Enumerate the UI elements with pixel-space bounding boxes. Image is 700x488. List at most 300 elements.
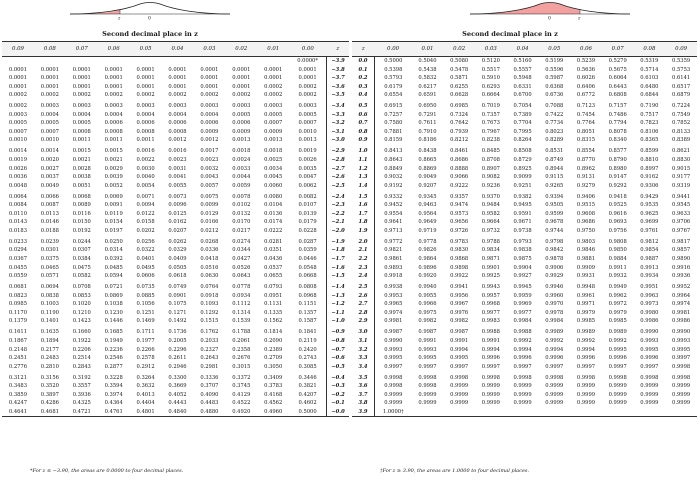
right-area-cell: 0.9382 — [513, 193, 532, 200]
right-area-cell: 0.7054 — [513, 103, 532, 110]
right-area-cell — [665, 408, 697, 417]
right-z-value: 0.9 — [352, 136, 375, 145]
right-z-value: 0.2 — [352, 74, 375, 83]
left-area-cell: 0.0694 — [40, 284, 59, 291]
right-area-cell: 0.9015 — [672, 165, 691, 172]
left-area-cell: 0.4960 — [257, 408, 289, 417]
right-area-cell: 0.9406 — [576, 193, 596, 200]
left-area-cell: 0.0256 — [136, 238, 155, 245]
left-area-cell: 0.0001 — [168, 75, 187, 82]
left-area-cell: 0.0262 — [168, 238, 187, 245]
left-area-cell: 0.3372 — [232, 374, 251, 381]
right-area-cell: 0.9986 — [640, 318, 659, 325]
left-area-cell: 0.2877 — [104, 363, 123, 370]
right-area-cell: 0.6141 — [672, 75, 691, 82]
right-area-cell: 0.9706 — [672, 219, 691, 226]
right-area-cell: 0.5832 — [418, 75, 437, 82]
left-area-cell: 0.1314 — [232, 309, 251, 316]
left-area-cell: 0.2981 — [200, 363, 219, 370]
left-area-cell: 0.2358 — [232, 346, 251, 353]
right-area-cell: 0.9066 — [450, 174, 469, 181]
right-area-cell: 0.7642 — [450, 120, 469, 127]
left-area-cell: 0.0630 — [200, 273, 219, 280]
right-area-cell: 0.9972 — [608, 301, 627, 308]
right-z-value: 2.0 — [352, 235, 375, 246]
right-area-cell: 0.9893 — [384, 264, 403, 271]
right-area-cell: 0.9463 — [418, 202, 437, 209]
left-area-cell: 0.0001 — [40, 83, 59, 90]
left-area-cell: 0.0039 — [104, 174, 123, 181]
right-area-cell: 0.9998 — [418, 374, 437, 381]
left-z-value: −3.0 — [327, 136, 350, 145]
right-area-cell: 0.6255 — [450, 83, 469, 90]
right-area-cell: 0.9925 — [481, 273, 500, 280]
right-area-cell: 0.9999 — [608, 391, 627, 398]
left-area-cell: 0.0014 — [40, 148, 59, 155]
left-table-row — [2, 363, 349, 372]
right-z-value: 1.4 — [352, 182, 375, 191]
right-area-cell: 0.9911 — [608, 264, 627, 271]
left-area-cell: 0.2451 — [8, 355, 28, 362]
right-area-cell: 0.9750 — [576, 227, 596, 234]
left-area-cell: 0.4641 — [2, 408, 34, 417]
right-z-value: 3.1 — [352, 337, 375, 346]
right-area-cell: 0.9115 — [545, 174, 564, 181]
right-area-cell: 0.9999 — [576, 383, 596, 390]
left-area-cell: 0.0038 — [72, 174, 91, 181]
left-area-cell: 0.0004 — [40, 111, 59, 118]
right-area-cell: 0.5793 — [384, 75, 403, 82]
right-area-cell: 0.9881 — [576, 256, 596, 263]
left-area-cell: 0.0885 — [136, 292, 155, 299]
right-area-cell: 0.9997 — [450, 363, 469, 370]
right-area-cell: 0.7823 — [640, 120, 659, 127]
right-area-cell: 0.9999 — [384, 400, 403, 407]
left-table-row — [2, 246, 349, 255]
left-area-cell: 0.3557 — [72, 383, 91, 390]
right-area-cell — [570, 408, 602, 417]
left-area-cell: 0.0143 — [8, 219, 28, 226]
right-area-cell: 0.9998 — [608, 374, 627, 381]
left-area-cell: 0.0287 — [298, 238, 317, 245]
left-area-cell: 0.0002 — [298, 83, 317, 90]
left-area-cell: 0.4880 — [193, 408, 225, 417]
right-area-cell: 0.7910 — [418, 128, 437, 135]
left-area-cell: 0.0001 — [200, 66, 219, 73]
left-col-header: 0.02 — [225, 42, 257, 57]
left-area-cell: 0.1539 — [232, 318, 251, 325]
left-area-cell — [2, 57, 34, 66]
right-area-cell: 0.9968 — [481, 301, 500, 308]
left-table-row — [2, 346, 349, 355]
right-z-value: 3.7 — [352, 391, 375, 400]
right-area-cell: 0.9990 — [640, 329, 659, 336]
left-area-cell: 0.0015 — [72, 148, 91, 155]
left-area-cell: 0.1949 — [104, 337, 123, 344]
left-area-cell: 0.0057 — [200, 182, 219, 189]
left-area-cell: 0.0052 — [104, 182, 123, 189]
left-area-cell: 0.4129 — [232, 391, 251, 398]
left-table-row — [2, 100, 349, 111]
left-area-cell: 0.0207 — [168, 227, 187, 234]
left-table-row — [2, 354, 349, 363]
left-area-cell: 0.1251 — [136, 309, 155, 316]
left-area-cell: 0.0051 — [72, 182, 91, 189]
right-area-cell: 0.9812 — [640, 238, 659, 245]
left-z-value: −1.8 — [327, 246, 350, 255]
left-area-cell: 0.0027 — [40, 165, 59, 172]
right-area-cell: 0.9996 — [640, 355, 659, 362]
right-area-cell: 0.9834 — [481, 247, 500, 254]
left-area-cell: 0.0150 — [72, 219, 91, 226]
right-area-cell: 0.5040 — [418, 58, 437, 64]
right-area-cell: 0.5239 — [576, 58, 596, 64]
left-area-cell: 0.0011 — [104, 137, 123, 144]
right-area-cell: 0.5948 — [513, 75, 532, 82]
left-area-cell: 0.0041 — [168, 174, 187, 181]
right-area-cell: 0.9922 — [450, 273, 469, 280]
left-curve-line — [70, 3, 230, 15]
right-area-cell: 0.9999 — [545, 391, 564, 398]
right-area-cell: 0.9999 — [450, 400, 469, 407]
right-area-cell: 0.9904 — [513, 264, 532, 271]
left-area-cell: 0.0107 — [298, 202, 317, 209]
right-area-cell: 0.8106 — [640, 128, 659, 135]
left-area-cell: 0.0681 — [8, 284, 28, 291]
right-area-cell: 0.9997 — [418, 363, 437, 370]
left-area-cell: 0.3409 — [264, 374, 283, 381]
right-area-cell: 0.9049 — [418, 174, 437, 181]
right-z-value: 2.5 — [352, 281, 375, 292]
right-col-header: 0.04 — [507, 42, 539, 57]
left-area-cell: 0.0002 — [8, 103, 28, 110]
left-area-cell: 0.0008 — [136, 128, 155, 135]
left-area-cell: 0.2119 — [298, 337, 317, 344]
left-area-cell: 0.0002 — [298, 92, 317, 99]
left-area-cell: 0.0475 — [72, 264, 91, 271]
right-z-value: 0.5 — [352, 100, 375, 111]
left-area-cell: 0.1230 — [104, 309, 123, 316]
left-area-cell: 0.3897 — [40, 391, 59, 398]
right-area-cell: 0.9952 — [672, 284, 691, 291]
right-area-cell: 0.9641 — [384, 219, 403, 226]
right-area-cell: 0.5478 — [450, 66, 469, 73]
left-area-cell: 0.0015 — [104, 148, 123, 155]
left-table-row — [2, 264, 349, 273]
left-area-cell: 0.0020 — [40, 157, 59, 164]
right-col-header: 0.02 — [443, 42, 475, 57]
left-area-cell: 0.4761 — [98, 408, 130, 417]
right-area-cell: 0.9975 — [418, 309, 437, 316]
right-z-value: 0.7 — [352, 119, 375, 128]
right-area-cell: 0.9967 — [450, 301, 469, 308]
right-area-cell: 0.9999 — [640, 391, 659, 398]
right-area-cell: 0.9995 — [672, 346, 691, 353]
right-area-cell: 0.9582 — [481, 210, 500, 217]
left-z-value: −2.3 — [327, 201, 350, 210]
right-table-row — [352, 391, 697, 400]
right-area-cell: 0.8133 — [672, 128, 691, 135]
right-z-value: 1.0 — [352, 145, 375, 156]
left-area-cell: 0.2090 — [264, 337, 283, 344]
right-area-cell: 0.9946 — [545, 284, 564, 291]
right-table-row — [352, 354, 697, 363]
right-area-cell: 0.8770 — [576, 157, 596, 164]
left-area-cell: 0.2743 — [298, 355, 317, 362]
left-area-cell: 0.0001 — [200, 75, 219, 82]
right-table-row — [352, 83, 697, 92]
right-area-cell: 0.6406 — [576, 83, 596, 90]
left-z-value: −3.7 — [327, 74, 350, 83]
left-area-cell: 0.0003 — [264, 103, 283, 110]
right-table-row — [352, 201, 697, 210]
right-area-cell: 0.9927 — [513, 273, 532, 280]
left-area-cell: 0.0069 — [104, 193, 123, 200]
left-area-cell: 0.0001 — [200, 83, 219, 90]
left-area-cell: 0.0116 — [72, 210, 91, 217]
left-area-cell: 0.0026 — [8, 165, 28, 172]
left-table-row — [2, 91, 349, 100]
right-area-cell: 0.7454 — [576, 111, 596, 118]
right-area-cell: 0.9319 — [672, 182, 691, 189]
right-area-cell: 0.9798 — [545, 238, 564, 245]
right-z-value: 0.6 — [352, 111, 375, 120]
left-z-value: −2.5 — [327, 182, 350, 191]
left-area-cell: 0.0901 — [168, 292, 187, 299]
left-area-cell: 0.0012 — [200, 137, 219, 144]
left-area-cell: 0.0154 — [104, 219, 123, 226]
right-area-cell: 0.6808 — [608, 92, 627, 99]
left-area-cell: 0.0055 — [168, 182, 187, 189]
left-z-value: −2.4 — [327, 190, 350, 201]
left-area-cell: 0.0005 — [8, 120, 28, 127]
left-table-row — [2, 255, 349, 264]
left-z-value: −0.8 — [327, 337, 350, 346]
right-table-row — [352, 363, 697, 372]
left-area-cell: 0.0244 — [72, 238, 91, 245]
left-table-row — [2, 309, 349, 318]
left-area-cell: 0.0146 — [40, 219, 59, 226]
right-area-cell: 0.8389 — [672, 137, 691, 144]
right-area-cell: 0.5987 — [545, 75, 564, 82]
right-area-cell: 0.7324 — [450, 111, 469, 118]
right-area-cell: 0.9898 — [450, 264, 469, 271]
right-area-cell: 0.9916 — [672, 264, 691, 271]
left-area-cell: 0.0003 — [168, 103, 187, 110]
left-area-cell: 0.0096 — [168, 202, 187, 209]
right-area-cell: 0.8159 — [384, 137, 403, 144]
left-table-row — [2, 173, 349, 182]
left-area-cell: 0.0721 — [104, 284, 123, 291]
right-area-cell: 0.5675 — [608, 66, 627, 73]
left-area-cell: 0.4286 — [40, 400, 59, 407]
left-area-cell: 0.0054 — [136, 182, 155, 189]
right-col-header: 0.05 — [538, 42, 570, 57]
right-area-cell: 0.9999 — [672, 400, 691, 407]
right-area-cell: 0.9945 — [513, 284, 532, 291]
left-area-cell: 0.2514 — [72, 355, 91, 362]
left-area-cell: 0.0006 — [104, 120, 123, 127]
right-area-cell: 0.9887 — [640, 256, 659, 263]
right-area-cell: 0.9997 — [384, 363, 403, 370]
right-area-cell: 0.9474 — [450, 202, 469, 209]
left-z-value: −2.6 — [327, 173, 350, 182]
right-area-cell: 0.8888 — [450, 165, 469, 172]
left-z-value: −1.6 — [327, 264, 350, 273]
right-area-cell: 0.5199 — [545, 58, 564, 64]
right-area-cell: 0.7088 — [545, 103, 564, 110]
left-area-cell: 0.0045 — [264, 174, 283, 181]
right-area-cell: 0.9996 — [608, 355, 627, 362]
right-area-cell: 0.7764 — [576, 120, 596, 127]
left-area-cell: 0.0001 — [8, 83, 28, 90]
left-area-cell: 0.2005 — [168, 337, 187, 344]
right-area-cell: 0.9564 — [418, 210, 437, 217]
left-area-cell: 0.4920 — [225, 408, 257, 417]
left-area-cell: 0.2810 — [40, 363, 59, 370]
left-area-cell: 0.0003 — [136, 103, 155, 110]
left-area-cell: 0.0009 — [264, 128, 283, 135]
right-area-cell: 0.9878 — [545, 256, 564, 263]
left-area-cell: 0.2912 — [136, 363, 155, 370]
left-area-cell: 0.0668 — [298, 273, 317, 280]
left-col-header: 0.09 — [2, 42, 34, 57]
left-z-value: −0.0 — [327, 408, 350, 417]
left-area-cell: 0.2033 — [200, 337, 219, 344]
left-table-row — [2, 408, 349, 417]
right-area-cell: 0.7967 — [481, 128, 500, 135]
right-area-cell: 0.9999 — [672, 383, 691, 390]
left-table-row — [2, 292, 349, 301]
right-area-cell: 0.8962 — [576, 165, 596, 172]
left-area-cell: 0.2483 — [40, 355, 59, 362]
left-area-cell: 0.0735 — [136, 284, 155, 291]
left-z-value: −2.1 — [327, 218, 350, 227]
right-area-cell: 0.9999 — [450, 391, 469, 398]
left-z-value: −3.9 — [327, 57, 350, 66]
left-area-cell: 0.2611 — [168, 355, 187, 362]
left-area-cell: 0.4483 — [200, 400, 219, 407]
left-area-cell: 0.2206 — [72, 346, 91, 353]
right-area-cell: 0.6517 — [672, 83, 691, 90]
left-z-table — [2, 41, 349, 417]
right-area-cell: 0.9591 — [513, 210, 532, 217]
left-area-cell: 0.0005 — [232, 111, 251, 118]
left-area-cell: 0.4602 — [298, 400, 317, 407]
right-area-cell: 0.9279 — [576, 182, 596, 189]
left-area-cell: 0.1736 — [168, 329, 187, 336]
left-area-cell: 0.2148 — [8, 346, 28, 353]
right-area-cell: 0.9970 — [545, 301, 564, 308]
right-area-cell: 0.8869 — [418, 165, 437, 172]
right-area-cell: 0.9999 — [513, 391, 532, 398]
right-area-cell: 0.8925 — [513, 165, 532, 172]
left-area-cell: 0.0025 — [264, 157, 283, 164]
left-table-row — [2, 128, 349, 137]
right-area-cell: 0.9999 — [481, 400, 500, 407]
right-area-cell: 0.9999 — [545, 383, 564, 390]
right-area-cell: 0.9999 — [608, 400, 627, 407]
left-area-cell: 0.2946 — [168, 363, 187, 370]
right-col-header: z — [352, 42, 375, 57]
right-area-cell: 0.9998 — [418, 383, 437, 390]
left-area-cell: 0.1401 — [40, 318, 59, 325]
right-area-cell: 0.5753 — [672, 66, 691, 73]
right-area-cell: 0.5120 — [481, 58, 500, 64]
left-area-cell: 0.0122 — [136, 210, 155, 217]
left-area-cell: 0.0048 — [8, 182, 28, 189]
right-area-cell: 0.9998 — [481, 374, 500, 381]
right-area-cell: 0.9357 — [450, 193, 469, 200]
right-area-cell: 0.9960 — [545, 292, 564, 299]
right-area-cell: 0.8810 — [640, 157, 659, 164]
left-area-cell: 0.0002 — [136, 92, 155, 99]
left-area-cell: 0.0708 — [72, 284, 91, 291]
left-z-value: −0.9 — [327, 326, 350, 337]
left-area-cell: 0.1003 — [40, 301, 59, 308]
left-area-cell: 0.4721 — [66, 408, 98, 417]
right-area-cell: 0.9987 — [450, 329, 469, 336]
left-area-cell: 0.0012 — [168, 137, 187, 144]
left-area-cell: 0.0003 — [72, 103, 91, 110]
right-area-cell: 0.9147 — [608, 174, 627, 181]
right-table-row — [352, 128, 697, 137]
left-table-row — [2, 281, 349, 292]
left-col-header: 0.05 — [130, 42, 162, 57]
left-col-header: 0.00 — [289, 42, 326, 57]
left-area-cell: 0.1075 — [168, 301, 187, 308]
right-table-row — [352, 399, 697, 408]
left-area-cell: 0.0040 — [136, 174, 155, 181]
left-area-cell — [225, 57, 257, 66]
right-area-cell: 0.9998 — [672, 363, 691, 370]
right-area-cell: 0.9162 — [640, 174, 659, 181]
right-z-value: 0.0 — [352, 57, 375, 66]
left-area-cell: 0.0049 — [40, 182, 59, 189]
left-area-cell: 0.0001 — [136, 75, 155, 82]
right-z-value: 2.2 — [352, 255, 375, 264]
left-z-value: −2.8 — [327, 156, 350, 165]
right-area-cell: 0.9192 — [384, 182, 403, 189]
left-area-cell: 0.0001 — [8, 66, 28, 73]
left-area-cell: 0.3228 — [104, 374, 123, 381]
right-area-cell: 0.9693 — [608, 219, 627, 226]
left-z-value: −2.7 — [327, 165, 350, 174]
right-area-cell: 0.9515 — [576, 202, 596, 209]
right-area-cell: 0.9993 — [640, 337, 659, 344]
left-area-cell: 0.0017 — [200, 148, 219, 155]
left-area-cell: 0.0030 — [136, 165, 155, 172]
left-area-cell: 0.4443 — [168, 400, 187, 407]
left-area-cell: 0.1093 — [200, 301, 219, 308]
right-area-cell: 0.5319 — [640, 58, 659, 64]
right-area-cell: 0.8980 — [608, 165, 627, 172]
right-area-cell: 0.5000 — [384, 58, 403, 64]
right-area-cell: 0.9913 — [640, 264, 659, 271]
left-area-cell: 0.4801 — [130, 408, 162, 417]
left-area-cell: 0.1685 — [104, 329, 123, 336]
left-area-cell: 0.0044 — [232, 174, 251, 181]
left-area-cell: 0.4562 — [264, 400, 283, 407]
right-area-cell: 0.9992 — [513, 337, 532, 344]
right-col-header: 0.09 — [665, 42, 697, 57]
left-z-value: −0.1 — [327, 399, 350, 408]
left-z-value: −1.9 — [327, 235, 350, 246]
left-area-cell: 0.1788 — [232, 329, 251, 336]
left-area-cell: 0.0028 — [72, 165, 91, 172]
left-z-value: −3.8 — [327, 66, 350, 75]
right-area-cell: 0.9821 — [384, 247, 403, 254]
